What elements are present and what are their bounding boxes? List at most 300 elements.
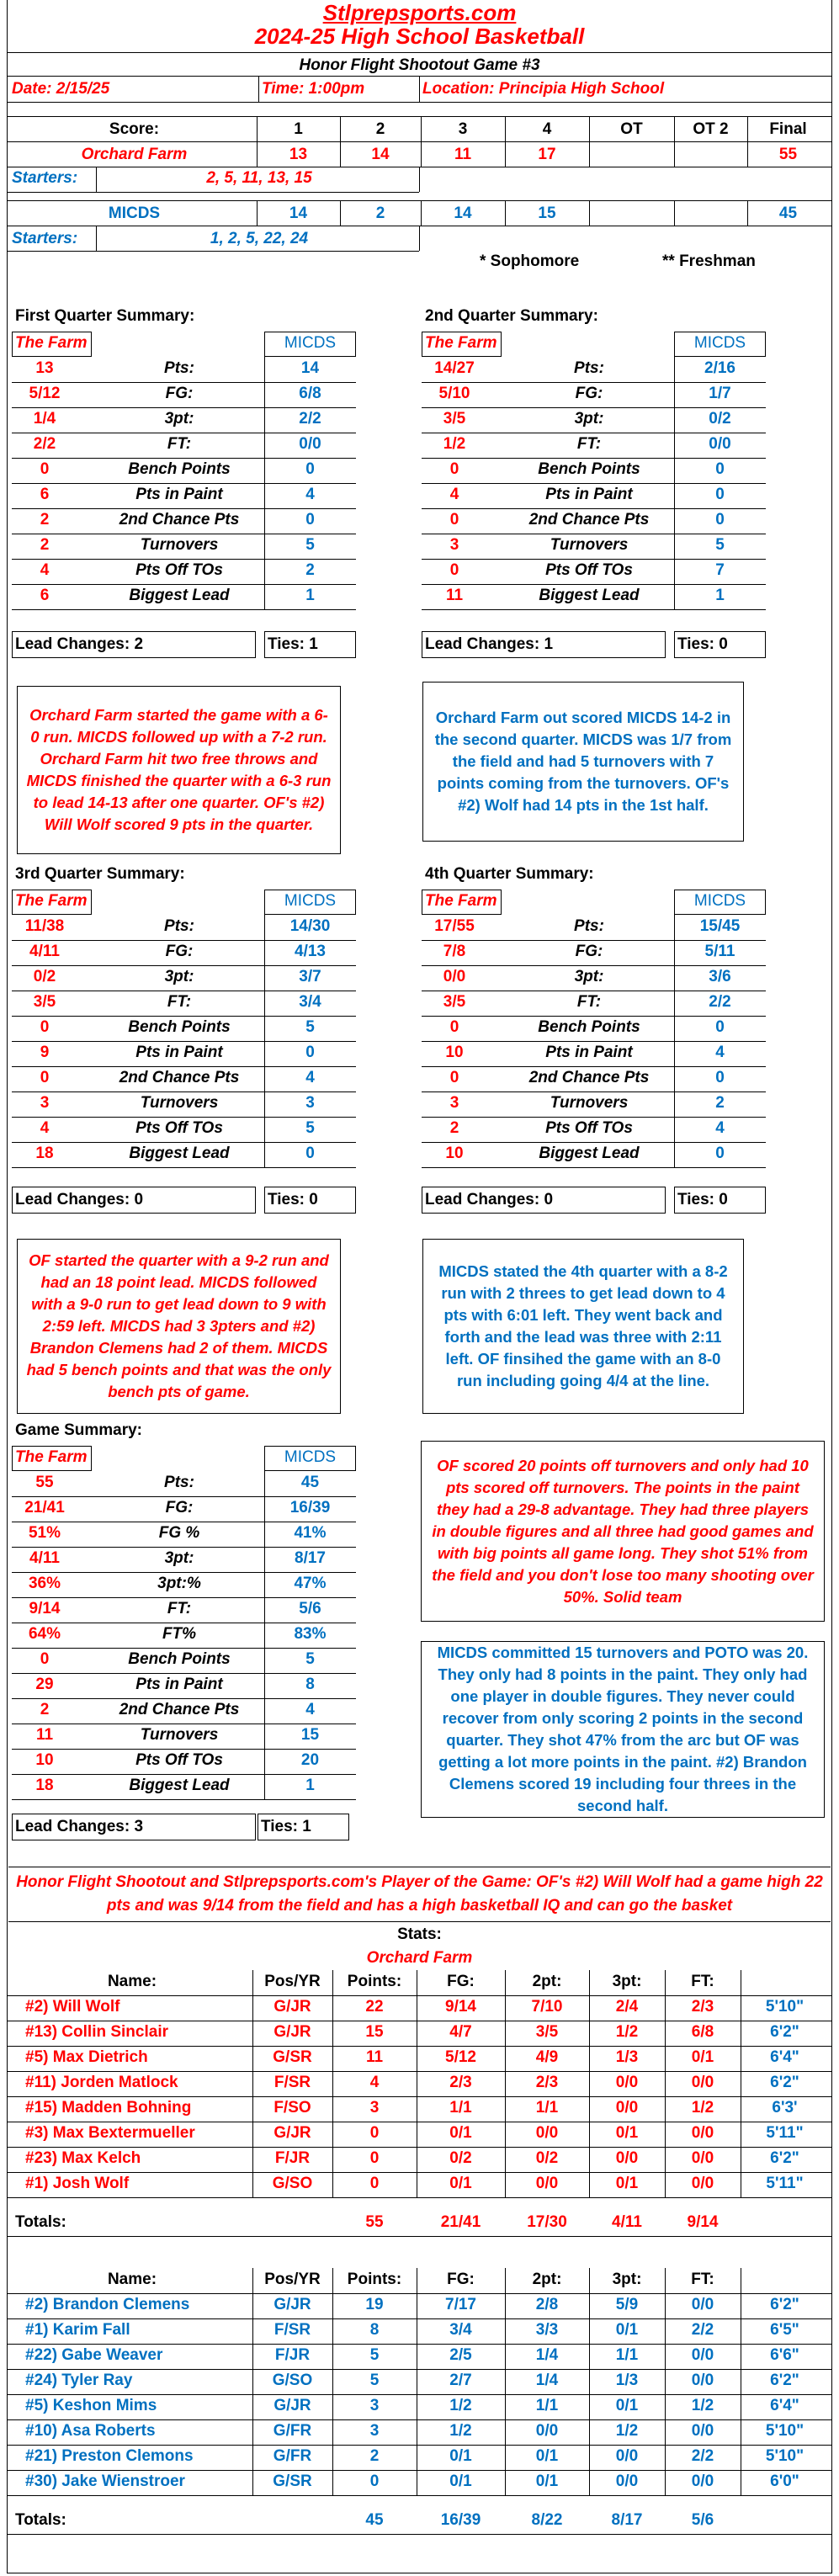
player-name: #23) Max Kelch [25, 2149, 141, 2167]
player-stat: 8 [369, 2321, 380, 2339]
game-stat-label: FT: [167, 1600, 192, 1617]
away-team-name: MICDS [108, 204, 161, 222]
q4-title: 4th Quarter Summary: [425, 865, 594, 883]
player-stat: 0/0 [615, 2074, 639, 2091]
q4-left-head: The Farm [425, 892, 497, 910]
q2-right-value: 0 [715, 486, 725, 503]
player-name: #1) Josh Wolf [25, 2175, 130, 2192]
player-stat: 0 [369, 2124, 380, 2142]
player-stat: 0 [369, 2175, 380, 2192]
player-stat: 0/0 [615, 2149, 639, 2167]
q1-ties: Ties: 1 [268, 635, 318, 653]
q2-right-head: MICDS [693, 334, 746, 352]
q3-left-value: 11/38 [24, 917, 65, 935]
player-stat: 7/17 [445, 2296, 476, 2313]
player-stat: 2/2 [691, 2321, 714, 2339]
q2-right-value: 5 [715, 536, 725, 554]
home-period-score: 17 [538, 146, 556, 163]
stats-header: FG: [447, 2271, 475, 2288]
game-left-value: 29 [35, 1676, 54, 1693]
player-stat: 9/14 [445, 1998, 476, 2016]
q2-left-value: 1/2 [443, 435, 466, 453]
game-right-value: 5/6 [299, 1600, 321, 1617]
q1-stat-label: FG: [165, 385, 194, 402]
game-stat-label: Pts: [164, 1474, 194, 1491]
q1-left-value: 13 [35, 359, 54, 377]
player-name: #15) Madden Bohning [25, 2099, 192, 2117]
player-stat: 0/0 [535, 2175, 559, 2192]
game-left-value: 4/11 [29, 1549, 60, 1567]
home-starters-label: Starters: [12, 169, 78, 187]
col-line [674, 890, 675, 1167]
game-stat-label: Bench Points [128, 1650, 231, 1668]
q1-left-value: 5/12 [29, 385, 61, 402]
q2-stat-label: FT: [576, 435, 602, 453]
player-stat: 3 [369, 2099, 380, 2117]
of-game-summary: OF scored 20 points off turnovers and only had 10 pts scored off turnovers. The points in the paint they had a 29-8 advantage. They had three players in double figures and all three had good games and with big points all game long. They shot 51% from the field and you don't lose too many shooting over 50%. Solid team [421, 1441, 825, 1622]
q1-stat-label: Pts Off TOs [135, 561, 223, 579]
grid-line [505, 116, 506, 167]
q2-ties: Ties: 0 [677, 635, 728, 653]
q4-right-value: 0 [715, 1145, 725, 1162]
grid-line [419, 226, 420, 251]
grid-line [589, 116, 590, 167]
q1-stat-label: 3pt: [164, 410, 194, 428]
q4-stat-label: Pts in Paint [545, 1044, 633, 1061]
q2-stat-label: 3pt: [574, 410, 604, 428]
player-stat: 2/3 [449, 2074, 472, 2091]
game-left-value: 36% [28, 1575, 61, 1592]
q2-right-value: 0 [715, 460, 725, 478]
grid-line [747, 116, 748, 167]
q3-right-value: 4/13 [295, 943, 326, 960]
row-line [7, 2495, 832, 2496]
q2-left-value: 14/27 [434, 359, 475, 377]
period-header: 1 [294, 120, 303, 138]
player-stat: 0/1 [615, 2397, 639, 2414]
q3-stat-label: Pts: [164, 917, 194, 935]
q1-left-value: 2/2 [33, 435, 56, 453]
player-name: #1) Karim Fall [25, 2321, 130, 2339]
row-line [12, 609, 356, 610]
player-stat: 0/0 [691, 2296, 714, 2313]
q3-left-value: 0 [40, 1018, 50, 1036]
col-line [665, 2268, 666, 2495]
player-name: #24) Tyler Ray [25, 2372, 133, 2389]
q4-right-value: 2/2 [709, 993, 731, 1011]
player-stat: 6'2" [770, 2372, 799, 2389]
q3-stat-label: Pts in Paint [135, 1044, 223, 1061]
q1-right-value: 0 [305, 511, 315, 528]
row-line [12, 1167, 356, 1168]
q1-right-value: 2/2 [299, 410, 321, 428]
grid-line [747, 200, 748, 226]
player-stat: 11 [365, 2048, 384, 2066]
q4-left-value: 7/8 [443, 943, 466, 960]
player-stat: 22 [365, 1998, 384, 2016]
grid-line [340, 200, 341, 226]
player-name: #3) Max Bextermueller [25, 2124, 195, 2142]
freshman-note: ** Freshman [662, 252, 756, 270]
col-line [332, 2268, 333, 2495]
player-stat: 1/2 [691, 2397, 714, 2414]
stats-header: Name: [107, 2271, 157, 2288]
cell-border [264, 332, 356, 357]
q3-left-value: 18 [35, 1145, 54, 1162]
player-name: #21) Preston Clemons [25, 2447, 194, 2465]
q3-stat-label: FG: [165, 943, 194, 960]
q2-right-value: 0/0 [709, 435, 731, 453]
q3-title: 3rd Quarter Summary: [15, 865, 185, 883]
q1-right-value: 6/8 [299, 385, 321, 402]
grid-line [7, 141, 832, 142]
stats-header: FT: [691, 1973, 714, 1990]
away-period-score: 15 [538, 204, 556, 222]
totals-value: 9/14 [687, 2213, 719, 2231]
stats-header: 3pt: [612, 2271, 642, 2288]
away-period-score: 45 [778, 204, 798, 222]
row-line [7, 2236, 832, 2237]
q2-stat-label: Turnovers [550, 536, 629, 554]
away-starters: 1, 2, 5, 22, 24 [210, 230, 309, 247]
player-stat: 0/0 [691, 2124, 714, 2142]
q1-left-value: 4 [40, 561, 50, 579]
player-stat: 2/5 [449, 2346, 472, 2364]
q1-stat-label: FT: [167, 435, 192, 453]
q3-ties: Ties: 0 [268, 1191, 318, 1208]
player-stat: 0/1 [535, 2472, 559, 2490]
player-stat: F/SR [273, 2074, 311, 2091]
player-stat: 0/1 [691, 2048, 714, 2066]
player-stat: 0 [369, 2472, 380, 2490]
q4-lead-changes: Lead Changes: 0 [425, 1191, 554, 1208]
q3-stat-label: FT: [167, 993, 192, 1011]
game-stat-label: 3pt:% [157, 1575, 201, 1592]
player-stat: 4/7 [449, 2023, 472, 2041]
q2-left-value: 3/5 [443, 410, 466, 428]
q4-left-value: 3 [449, 1094, 459, 1112]
game-right-value: 83% [294, 1625, 327, 1643]
totals-value: 17/30 [527, 2213, 567, 2231]
player-stat: G/JR [273, 2023, 311, 2041]
player-stat: G/JR [273, 2124, 311, 2142]
col-line [589, 1970, 590, 2197]
game-left-value: 55 [35, 1474, 54, 1491]
q4-left-value: 2 [449, 1119, 459, 1137]
player-stat: 2/3 [535, 2074, 559, 2091]
q2-summary: Orchard Farm out scored MICDS 14-2 in the second quarter. MICDS was 1/7 from the field and had 5 turnovers with 7 points coming from the turnovers. OF's #2) Wolf had 14 pts in the 1st half. [422, 682, 744, 842]
q3-stat-label: 2nd Chance Pts [119, 1069, 240, 1086]
home-starters: 2, 5, 11, 13, 15 [206, 169, 312, 187]
game-left-value: 51% [28, 1524, 61, 1542]
player-stat: 0/1 [449, 2175, 472, 2192]
player-stat: 6/8 [691, 2023, 714, 2041]
game-right-head: MICDS [284, 1448, 337, 1466]
cell-border [12, 890, 92, 915]
player-stat: 6'2" [770, 2149, 799, 2167]
player-stat: 0/0 [615, 2447, 639, 2465]
player-stat: 6'3' [772, 2099, 798, 2117]
stats-header: Pos/YR [264, 2271, 321, 2288]
player-stat: G/JR [273, 2296, 311, 2313]
period-header: 2 [375, 120, 385, 138]
q3-right-value: 5 [305, 1119, 315, 1137]
q3-left-head: The Farm [15, 892, 88, 910]
player-stat: 1/1 [449, 2099, 472, 2117]
q1-right-value: 4 [305, 486, 315, 503]
q1-left-value: 2 [40, 511, 50, 528]
player-stat: 1/1 [535, 2397, 559, 2414]
q1-lead-changes: Lead Changes: 2 [15, 635, 144, 653]
q3-left-value: 4 [40, 1119, 50, 1137]
q4-right-value: 4 [715, 1119, 725, 1137]
col-line [505, 2268, 506, 2495]
q4-stat-label: Turnovers [550, 1094, 629, 1112]
player-stat: G/JR [273, 1998, 311, 2016]
q1-stat-label: Pts in Paint [135, 486, 223, 503]
q4-stat-label: Biggest Lead [539, 1145, 640, 1162]
game-title: Game Summary: [15, 1421, 143, 1439]
col-line [589, 2268, 590, 2495]
q4-right-value: 4 [715, 1044, 725, 1061]
q1-right-value: 0 [305, 460, 315, 478]
totals-value: 8/22 [531, 2511, 563, 2529]
player-stat: 5'10" [765, 2422, 804, 2440]
player-stat: 1/2 [615, 2422, 639, 2440]
game-stat-label: FG % [158, 1524, 200, 1542]
player-stat: 0/1 [449, 2472, 472, 2490]
stats-header: Pos/YR [264, 1973, 321, 1990]
player-stat: 5 [369, 2372, 380, 2389]
cell-border [674, 332, 766, 357]
game-right-value: 47% [294, 1575, 327, 1592]
totals-label: Totals: [15, 2213, 66, 2231]
q1-left-value: 1/4 [33, 410, 56, 428]
player-stat: 5'11" [766, 2175, 804, 2192]
game-left-value: 18 [35, 1777, 54, 1794]
game-stat-label: Biggest Lead [129, 1777, 230, 1794]
player-name: #2) Will Wolf [25, 1998, 120, 2016]
stats-header: FG: [447, 1973, 475, 1990]
q4-right-value: 3/6 [709, 968, 731, 985]
player-stat: 3 [369, 2397, 380, 2414]
q2-stat-label: FG: [575, 385, 603, 402]
sophomore-note: * Sophomore [480, 252, 580, 270]
player-stat: 0/0 [535, 2124, 559, 2142]
player-stat: G/SR [273, 2048, 312, 2066]
q2-left-value: 11 [445, 587, 464, 604]
stats-header: Points: [347, 1973, 402, 1990]
grid-line [419, 167, 420, 192]
player-stat: 0/1 [535, 2447, 559, 2465]
game-stat-label: Pts Off TOs [135, 1751, 223, 1769]
player-stat: 0/0 [535, 2422, 559, 2440]
q2-right-value: 1/7 [709, 385, 731, 402]
player-stat: 4 [369, 2074, 380, 2091]
player-stat: 0/0 [615, 2472, 639, 2490]
q1-left-value: 2 [40, 536, 50, 554]
q3-right-value: 3/4 [299, 993, 321, 1011]
col-line [252, 2268, 253, 2495]
game-stat-label: FT% [162, 1625, 197, 1643]
q4-right-value: 15/45 [699, 917, 741, 935]
q4-stat-label: Bench Points [538, 1018, 640, 1036]
q4-right-value: 0 [715, 1069, 725, 1086]
q1-right-value: 0/0 [299, 435, 321, 453]
q2-stat-label: Pts Off TOs [545, 561, 633, 579]
game-stat-label: Pts in Paint [135, 1676, 223, 1693]
player-stat: 5/12 [445, 2048, 476, 2066]
game-lead-changes: Lead Changes: 3 [15, 1818, 144, 1835]
col-line [505, 1970, 506, 2197]
q3-left-value: 0/2 [33, 968, 56, 985]
grid-line [7, 200, 832, 201]
q2-stat-label: Pts: [574, 359, 604, 377]
q2-right-value: 0 [715, 511, 725, 528]
player-stat: 0/1 [449, 2124, 472, 2142]
game-left-value: 11 [35, 1726, 54, 1744]
grid-line [340, 116, 341, 167]
stats-header: Name: [107, 1973, 157, 1990]
q4-left-value: 10 [445, 1145, 464, 1162]
q1-stat-label: Pts: [164, 359, 194, 377]
q3-stat-label: Turnovers [140, 1094, 219, 1112]
q3-stat-label: Bench Points [128, 1018, 231, 1036]
q1-right-value: 2 [305, 561, 315, 579]
team1-name: Orchard Farm [366, 1949, 473, 1967]
row-line [7, 2197, 832, 2198]
player-stat: G/SO [272, 2372, 313, 2389]
q4-left-value: 0 [449, 1018, 459, 1036]
player-stat: 2/2 [691, 2447, 714, 2465]
grid-line [96, 226, 97, 251]
player-stat: 0/0 [691, 2149, 714, 2167]
player-stat: 7/10 [531, 1998, 563, 2016]
away-period-score: 14 [454, 204, 472, 222]
player-name: #11) Jorden Matlock [25, 2074, 178, 2091]
player-stat: 0/1 [615, 2175, 639, 2192]
q3-right-value: 5 [305, 1018, 315, 1036]
col-line [264, 332, 265, 609]
player-stat: 1/2 [691, 2099, 714, 2117]
event-title: Honor Flight Shootout Game #3 [7, 52, 832, 78]
q1-left-value: 6 [40, 587, 50, 604]
q3-left-value: 0 [40, 1069, 50, 1086]
totals-value: 45 [365, 2511, 384, 2529]
player-stat: 0/0 [691, 2472, 714, 2490]
col-line [252, 1970, 253, 2197]
game-stat-label: FG: [165, 1499, 194, 1516]
player-of-the-game: Honor Flight Shootout and Stlprepsports.com's Player of the Game: OF's #2) Will Wolf had a game high 22 pts and was 9/14 from the field and has a high basketball IQ and can go the basket [8, 1867, 831, 1922]
totals-value: 16/39 [440, 2511, 481, 2529]
q2-right-value: 1 [715, 587, 725, 604]
game-left-value: 10 [35, 1751, 54, 1769]
q2-right-value: 7 [715, 561, 725, 579]
stats-header: FT: [691, 2271, 714, 2288]
grid-line [589, 200, 590, 226]
q2-left-value: 0 [449, 561, 459, 579]
game-right-value: 4 [305, 1701, 315, 1718]
cell-border [12, 1446, 92, 1471]
player-stat: 0/0 [691, 2372, 714, 2389]
home-team-name: Orchard Farm [81, 146, 188, 163]
q4-summary: MICDS stated the 4th quarter with a 8-2 run with 2 threes to get lead down to 4 pts with 6:01 left. They went back and forth and the lead was three with 2:11 left. OF finsihed the game with an 8-0 run including going 4/4 at the line. [422, 1239, 744, 1414]
q1-summary: Orchard Farm started the game with a 6-0 run. MICDS followed up with a 7-2 run. Orchard Farm hit two free throws and MICDS finished the quarter with a 6-3 run to lead 14-13 after one quarter. OF's #2) Will Wolf scored 9 pts in the quarter. [17, 686, 341, 854]
player-name: #22) Gabe Weaver [25, 2346, 163, 2364]
player-stat: 1/3 [615, 2048, 639, 2066]
game-stat-label: Turnovers [140, 1726, 219, 1744]
player-stat: 6'2" [770, 2296, 799, 2313]
q2-left-value: 5/10 [438, 385, 470, 402]
q4-stat-label: 3pt: [574, 968, 604, 985]
player-stat: 5 [369, 2346, 380, 2364]
q1-right-value: 5 [305, 536, 315, 554]
player-stat: 3/4 [449, 2321, 472, 2339]
player-stat: 1/2 [615, 2023, 639, 2041]
period-header: OT 2 [693, 120, 729, 138]
away-period-score: 14 [289, 204, 308, 222]
period-header: 3 [458, 120, 468, 138]
q2-lead-changes: Lead Changes: 1 [425, 635, 554, 653]
q1-right-head: MICDS [284, 334, 337, 352]
q4-stat-label: 2nd Chance Pts [528, 1069, 650, 1086]
site-title[interactable]: Stlprepsports.com [322, 0, 517, 25]
player-stat: 3/3 [535, 2321, 559, 2339]
player-stat: G/FR [273, 2447, 312, 2465]
player-stat: 1/2 [449, 2397, 472, 2414]
player-stat: 2/7 [449, 2372, 472, 2389]
grid-line [257, 200, 258, 226]
q2-left-value: 4 [449, 486, 459, 503]
divider [258, 76, 259, 103]
grid-line [674, 116, 675, 167]
player-name: #10) Asa Roberts [25, 2422, 156, 2440]
period-header: Final [769, 120, 807, 138]
player-stat: 6'4" [770, 2397, 799, 2414]
row-line [422, 1167, 766, 1168]
cell-border [674, 890, 766, 915]
player-name: #13) Collin Sinclair [25, 2023, 168, 2041]
q1-left-head: The Farm [15, 334, 88, 352]
q3-stat-label: Biggest Lead [129, 1145, 230, 1162]
away-starters-label: Starters: [12, 230, 78, 247]
q3-stat-label: Pts Off TOs [135, 1119, 223, 1137]
player-stat: F/JR [274, 2149, 311, 2167]
player-name: #5) Keshon Mims [25, 2397, 157, 2414]
q4-stat-label: FG: [575, 943, 603, 960]
game-left-value: 2 [40, 1701, 50, 1718]
game-location: Location: Principia High School [422, 80, 665, 98]
game-right-value: 45 [300, 1474, 320, 1491]
player-stat: 4/9 [535, 2048, 559, 2066]
game-stat-label: 2nd Chance Pts [119, 1701, 240, 1718]
player-stat: 5/9 [615, 2296, 639, 2313]
player-stat: 5'11" [766, 2124, 804, 2142]
game-right-value: 16/39 [289, 1499, 331, 1516]
q2-left-value: 0 [449, 460, 459, 478]
player-stat: 6'6" [770, 2346, 799, 2364]
game-right-value: 15 [300, 1726, 320, 1744]
player-stat: F/SO [273, 2099, 311, 2117]
q1-stat-label: Turnovers [140, 536, 219, 554]
cell-border [12, 332, 92, 357]
q4-stat-label: Pts: [574, 917, 604, 935]
game-left-value: 21/41 [24, 1499, 65, 1516]
q4-left-value: 0 [449, 1069, 459, 1086]
game-left-head: The Farm [15, 1448, 88, 1466]
player-stat: F/JR [274, 2346, 311, 2364]
player-stat: 0/1 [449, 2447, 472, 2465]
